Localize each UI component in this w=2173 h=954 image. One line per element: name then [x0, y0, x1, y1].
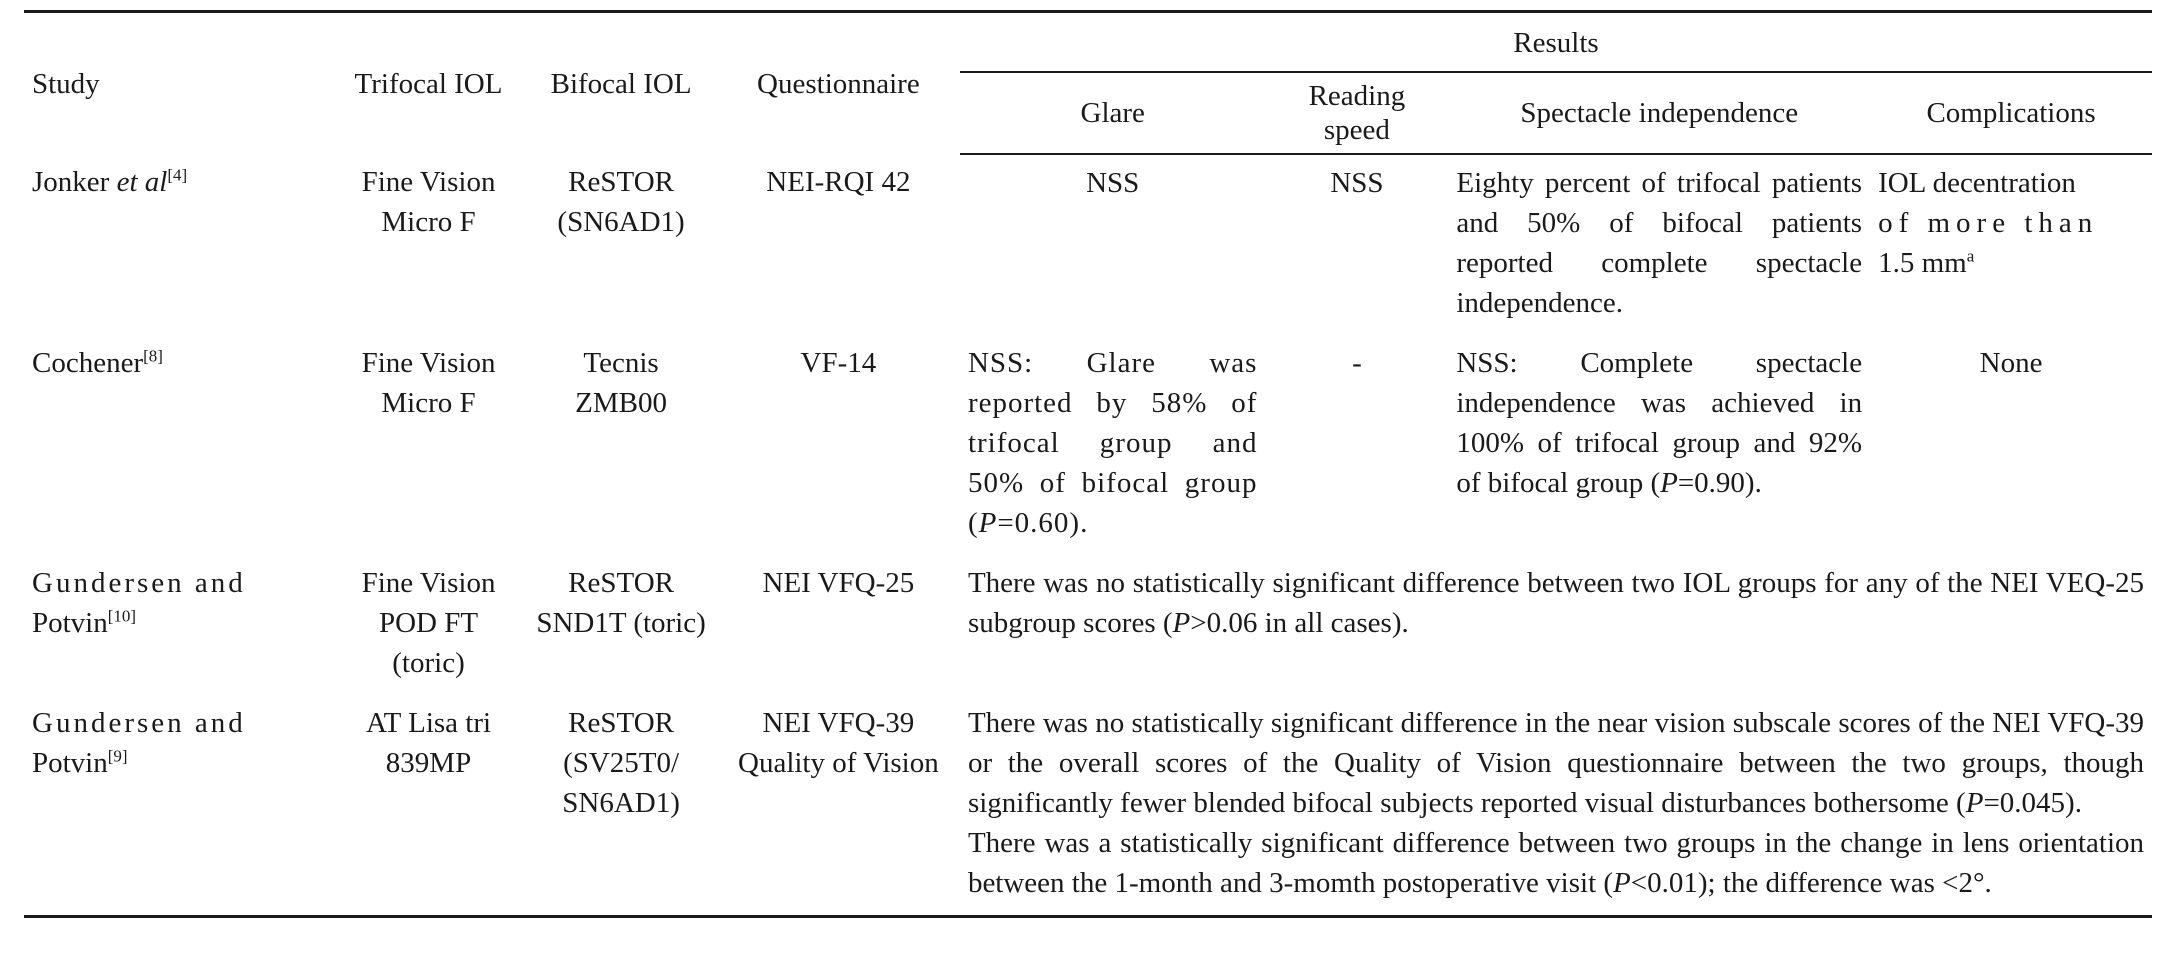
study-name: Cochener: [32, 347, 144, 379]
header-bifocal-iol: Bifocal IOL: [525, 12, 716, 155]
cell-study: [24, 555, 332, 695]
bifocal-line: ReSTOR: [568, 166, 674, 198]
results-p-symbol: P: [1613, 867, 1631, 899]
trifocal-line: Fine Vision: [361, 567, 496, 599]
cell-study: [24, 335, 332, 555]
study-name-line2: Potvin: [32, 607, 108, 639]
complications-text: 1.5 mm: [1878, 247, 1967, 279]
bifocal-line: (SN6AD1): [557, 206, 685, 238]
table-row: [24, 695, 2152, 917]
header-questionnaire: Questionnaire: [717, 12, 960, 155]
trifocal-line: Fine Vision: [361, 166, 496, 198]
cell-bifocal-iol: [525, 335, 716, 555]
questionnaire-line: NEI VFQ-39: [762, 707, 915, 739]
header-study: Study: [24, 12, 332, 155]
cell-questionnaire: NEI VFQ-25: [762, 567, 915, 599]
trifocal-line: 839MP: [385, 747, 472, 779]
cell-complications: [1870, 154, 2152, 335]
table-row: [24, 555, 2152, 695]
cell-bifocal-iol: [525, 555, 716, 695]
bifocal-line: ZMB00: [575, 387, 667, 419]
complications-footnote: a: [1966, 246, 1975, 266]
cell-trifocal-iol: [332, 695, 526, 917]
bifocal-line: SN6AD1): [562, 787, 680, 819]
study-reference: [4]: [167, 165, 188, 185]
results-table: [24, 10, 2152, 918]
bifocal-line: Tecnis: [583, 347, 659, 379]
complications-line: IOL decentration: [1878, 167, 2076, 199]
trifocal-line: Micro F: [381, 387, 476, 419]
cell-spectacle-independence: Eighty percent of trifocal patients and 50% of bifocal patients reported complete spectacle independence.: [1456, 167, 1863, 319]
study-etal: et al: [116, 166, 168, 198]
header-glare: Glare: [960, 72, 1266, 154]
cell-study: [24, 695, 332, 917]
header-complications: Complications: [1870, 72, 2152, 154]
results-p-value: <0.01); the difference was <2°.: [1630, 867, 1992, 899]
trifocal-line: AT Lisa tri: [365, 707, 492, 739]
study-reference: [9]: [107, 746, 128, 766]
cell-bifocal-iol: [525, 695, 716, 917]
table-row: [24, 154, 2152, 335]
spectacle-p-symbol: P: [1660, 467, 1678, 499]
bifocal-line: ReSTOR: [568, 567, 674, 599]
complications-line: of more than: [1878, 207, 2099, 239]
glare-p-symbol: P: [978, 507, 998, 539]
cell-trifocal-iol: [332, 335, 526, 555]
trifocal-line: Micro F: [381, 206, 476, 238]
cell-reading-speed: NSS: [1330, 167, 1384, 199]
results-p-value: >0.06 in all cases).: [1190, 607, 1409, 639]
cell-questionnaire: [717, 695, 960, 917]
study-reference: [10]: [107, 606, 137, 626]
results-p-symbol: P: [1965, 787, 1984, 819]
header-spectacle-independence: Spectacle independence: [1448, 72, 1870, 154]
table-container: [24, 10, 2152, 918]
cell-reading-speed: -: [1352, 347, 1362, 379]
study-reference: [8]: [143, 346, 163, 366]
results-paragraph-2: [968, 823, 2144, 903]
trifocal-line: POD FT (toric): [378, 607, 479, 679]
trifocal-line: Fine Vision: [361, 347, 496, 379]
study-name-line2-wrap: [32, 743, 324, 783]
cell-glare: NSS: [1086, 167, 1140, 199]
spectacle-p-value: =0.90).: [1677, 467, 1762, 499]
complications-line-3: [1878, 243, 2144, 283]
cell-results-combined: [960, 695, 2152, 917]
results-text: There was no statistically significant difference in the near vision subscale scores of the NEI VFQ-39 or the overall scores of the Quality of Vision questionnaire between the two groups, though significantly fewer blended bifocal subjects reported visual disturbances bothersome (: [967, 707, 2144, 819]
results-p-value: =0.045).: [1983, 787, 2082, 819]
study-name-line1: Gundersen and: [32, 707, 246, 739]
results-text: There was no statistically significant difference between two IOL groups for any of the NEI VEQ-25 subgroup scores (: [967, 567, 2144, 639]
bifocal-line: ReSTOR: [568, 707, 674, 739]
cell-spectacle-independence: [1448, 335, 1870, 555]
glare-text: NSS: Glare was reported by 58% of trifocal group and 50% of bifocal group (: [967, 347, 1258, 539]
cell-glare: [960, 335, 1266, 555]
study-name: Jonker: [32, 166, 117, 198]
results-text: There was a statistically significant difference between two groups in the change in lens orientation between the 1-month and 3-momth postoperative visit (: [967, 827, 2144, 899]
results-paragraph-1: [968, 703, 2144, 823]
glare-p-value: =0.60).: [997, 507, 1089, 539]
header-reading-speed: [1265, 72, 1448, 154]
bifocal-line: (SV25T0/: [563, 747, 680, 779]
spectacle-text: NSS: Complete spectacle independence was achieved in 100% of trifocal group and 92% of bifocal group (: [1456, 347, 1863, 499]
header-results: Results: [960, 12, 2152, 73]
cell-results-combined: [960, 555, 2152, 695]
questionnaire-line: Quality of Vision: [738, 747, 939, 779]
results-p-symbol: P: [1172, 607, 1191, 639]
header-trifocal-iol: Trifocal IOL: [332, 12, 526, 155]
header-reading-speed-line2: speed: [1323, 114, 1390, 146]
cell-study: [24, 154, 332, 335]
study-name-line2: Potvin: [32, 747, 108, 779]
cell-trifocal-iol: [332, 555, 526, 695]
cell-questionnaire: NEI-RQI 42: [766, 166, 911, 198]
bifocal-line: SND1T (toric): [536, 607, 706, 639]
cell-complications: None: [1979, 347, 2043, 379]
cell-questionnaire: VF-14: [800, 347, 877, 379]
study-name-line1: Gundersen and: [32, 567, 246, 599]
header-reading-speed-line1: Reading: [1308, 80, 1406, 112]
cell-trifocal-iol: [332, 154, 526, 335]
cell-bifocal-iol: [525, 154, 716, 335]
study-name-line2-wrap: [32, 603, 324, 643]
table-row: [24, 335, 2152, 555]
